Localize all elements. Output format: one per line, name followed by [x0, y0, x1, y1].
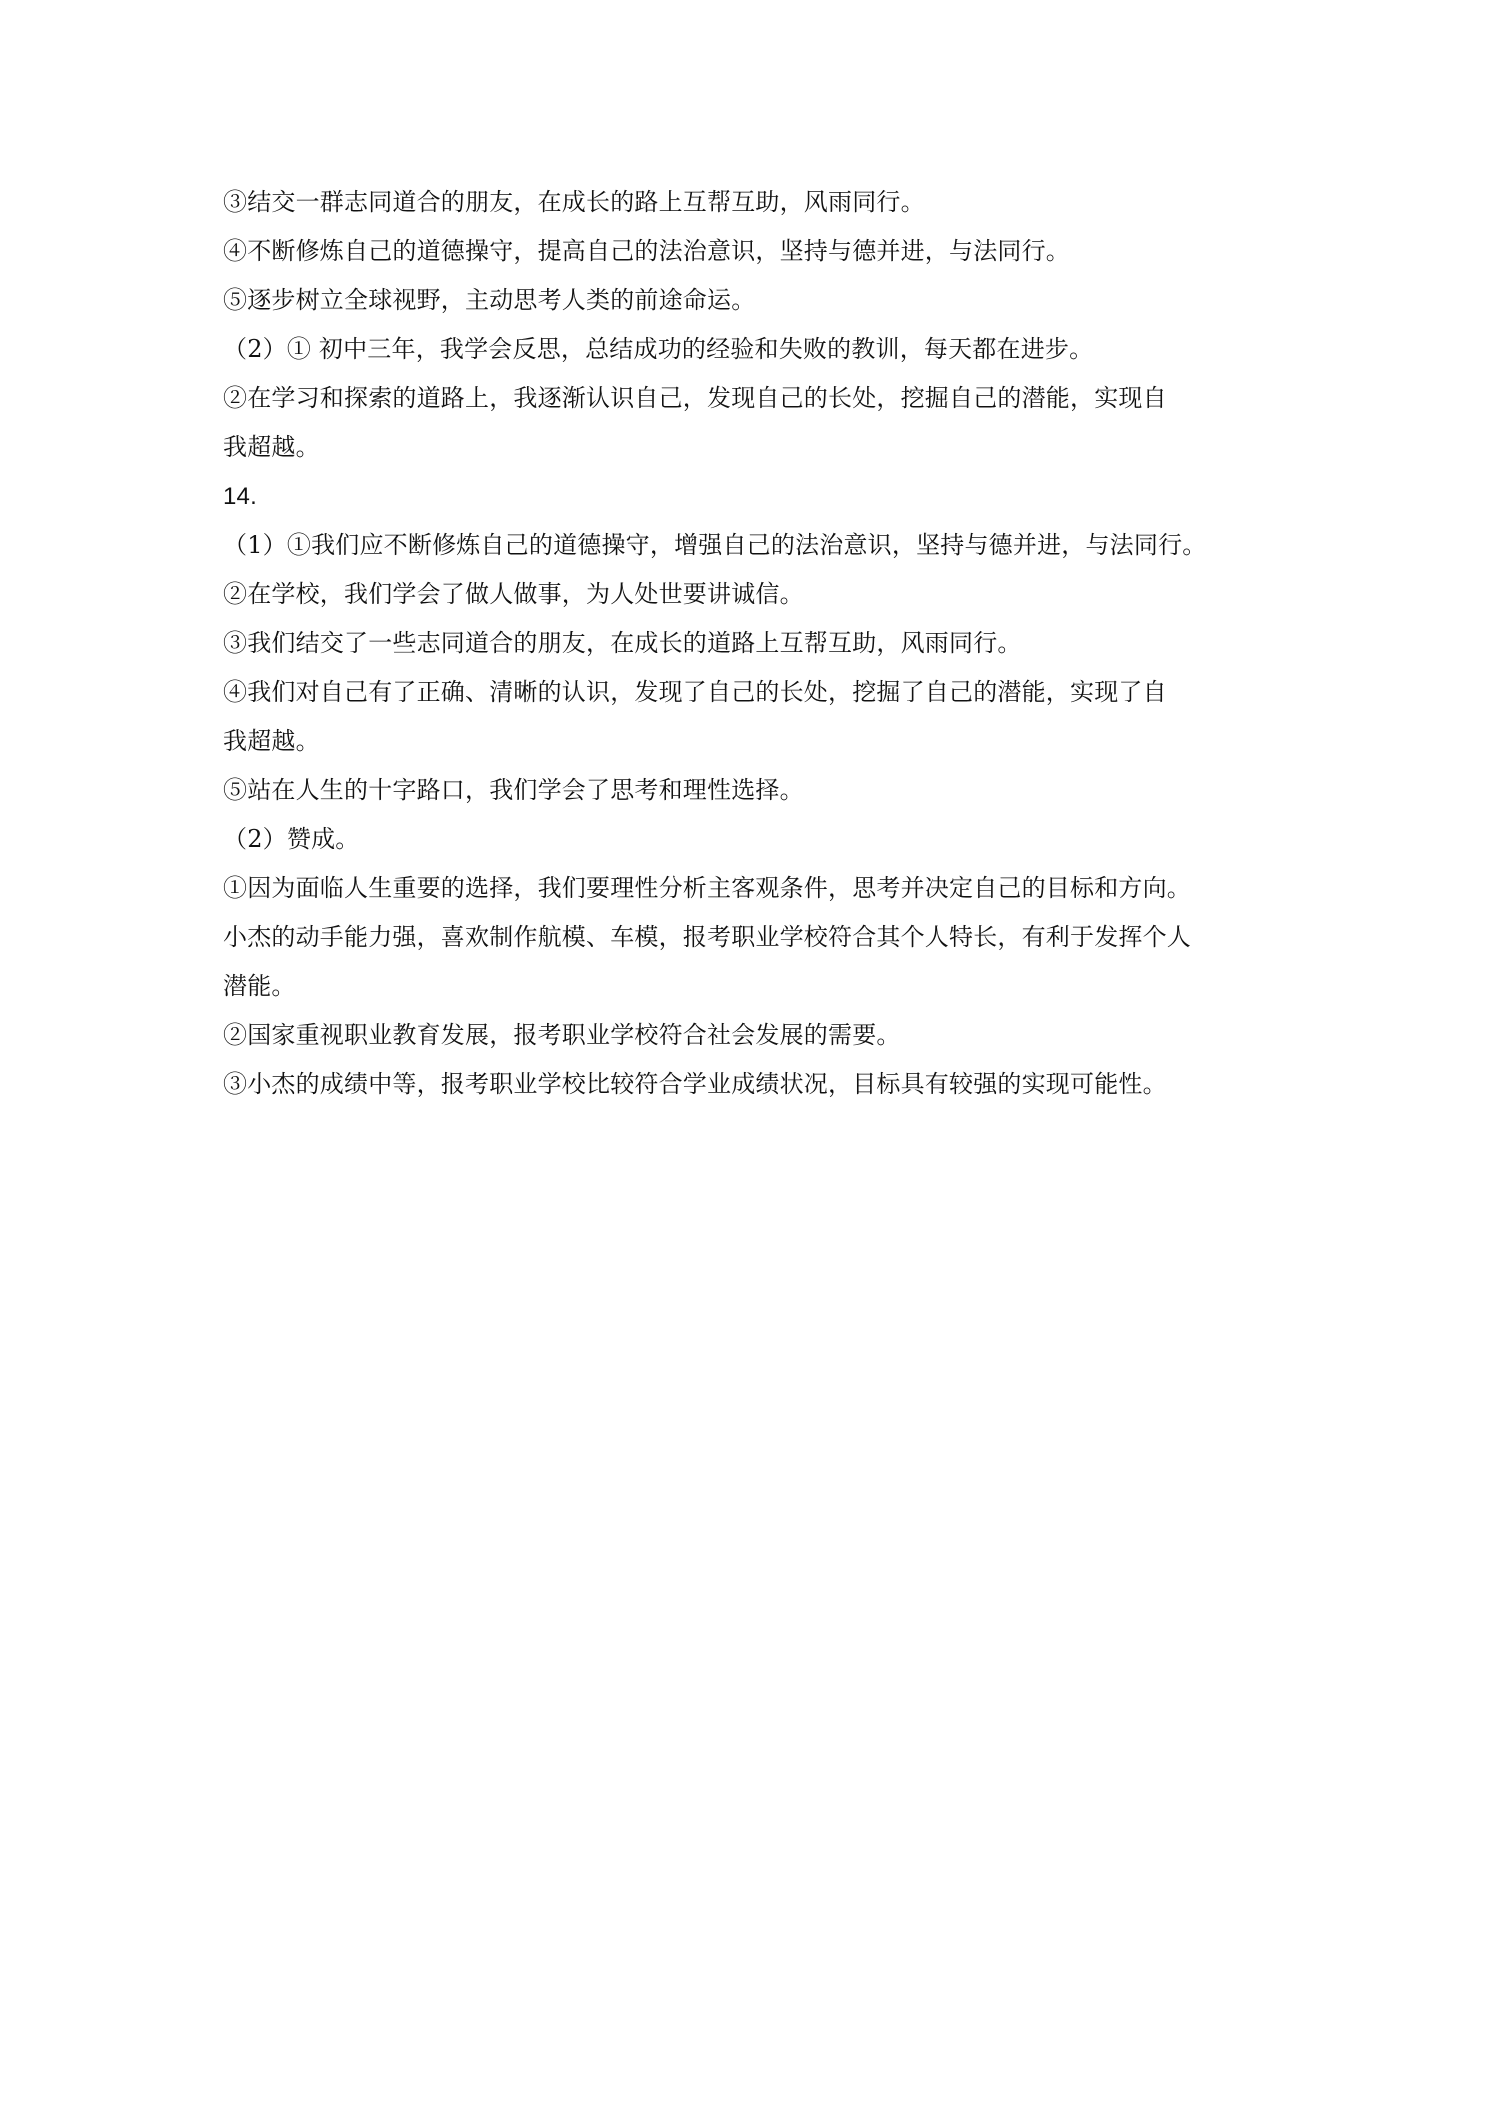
text-line: ⑤逐步树立全球视野，主动思考人类的前途命运。 — [223, 286, 756, 314]
text-line: ①因为面临人生重要的选择，我们要理性分析主客观条件，思考并决定自己的目标和方向。 — [223, 874, 1191, 902]
text-line: ②国家重视职业教育发展，报考职业学校符合社会发展的需要。 — [223, 1021, 901, 1049]
text-line: 小杰的动手能力强，喜欢制作航模、车模，报考职业学校符合其个人特长，有利于发挥个人 — [223, 923, 1191, 951]
text-line: ⑤站在人生的十字路口，我们学会了思考和理性选择。 — [223, 776, 804, 804]
text-line: ④不断修炼自己的道德操守，提高自己的法治意识，坚持与德并进，与法同行。 — [223, 237, 1070, 265]
text-line: 潜能。 — [223, 972, 296, 1000]
text-line: ③结交一群志同道合的朋友，在成长的路上互帮互助，风雨同行。 — [223, 188, 925, 216]
text-line: ②在学习和探索的道路上，我逐渐认识自己，发现自己的长处，挖掘自己的潜能，实现自 — [223, 384, 1167, 412]
text-line: ③小杰的成绩中等，报考职业学校比较符合学业成绩状况，目标具有较强的实现可能性。 — [223, 1070, 1167, 1098]
text-line: ②在学校，我们学会了做人做事，为人处世要讲诚信。 — [223, 580, 804, 608]
text-line: ③我们结交了一些志同道合的朋友，在成长的道路上互帮互助，风雨同行。 — [223, 629, 1022, 657]
text-line: 我超越。 — [223, 727, 320, 755]
text-line: ④我们对自己有了正确、清晰的认识，发现了自己的长处，挖掘了自己的潜能，实现了自 — [223, 678, 1167, 706]
answer-text-block — [223, 178, 1283, 1109]
text-line: （1）①我们应不断修炼自己的道德操守，增强自己的法治意识，坚持与德并进，与法同行。 — [223, 531, 1207, 559]
text-line: （2）赞成。 — [223, 825, 360, 853]
text-line: （2）① 初中三年，我学会反思，总结成功的经验和失败的教训，每天都在进步。 — [223, 335, 1094, 363]
question-number: 14. — [223, 483, 257, 510]
text-line: 我超越。 — [223, 433, 320, 461]
